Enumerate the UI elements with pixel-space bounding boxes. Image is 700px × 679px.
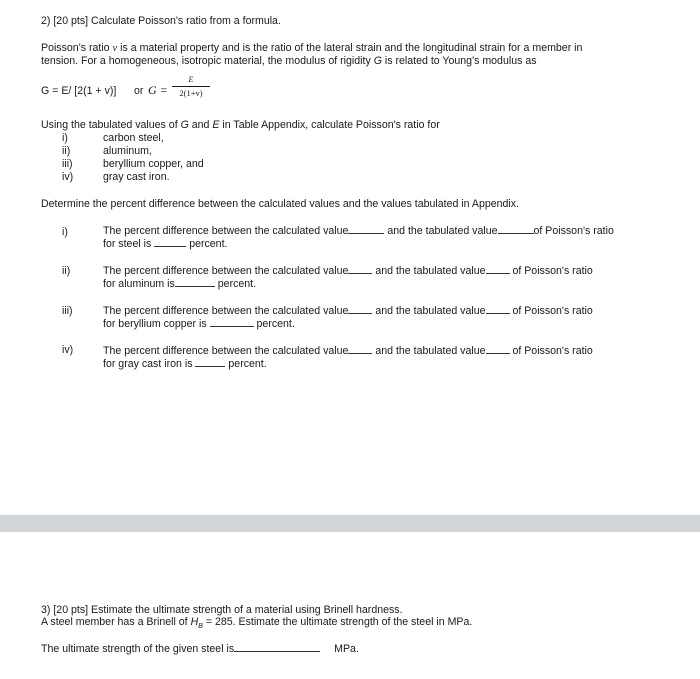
list-item-num: iv): [62, 171, 74, 183]
blank-tabulated-value[interactable]: [486, 304, 510, 314]
diff-num: iv): [62, 344, 74, 356]
diff-line-1: The percent difference between the calculated value and the tabulated value of Poisson's ratio: [103, 265, 593, 277]
diff-num: iii): [62, 305, 73, 317]
diff-num: i): [62, 226, 68, 238]
fraction-bar: [172, 86, 210, 87]
diff-line-1: The percent difference between the calculated value and the tabulated value of Poisson's ratio: [103, 345, 593, 357]
q2-header: 2) [20 pts] Calculate Poisson's ratio from a formula.: [41, 15, 281, 27]
diff-line-2: for aluminum is percent.: [103, 278, 257, 290]
diff-num: ii): [62, 265, 71, 277]
list-item-num: ii): [62, 145, 71, 157]
intro-line-1: Poisson's ratio v is a material property and is the ratio of the lateral strain and the longitudinal strain for a member in: [41, 42, 583, 54]
diff-line-1: The percent difference between the calculated value and the tabulated value of Poisson's ratio: [103, 305, 593, 317]
list-item: beryllium copper, and: [103, 158, 204, 170]
formula-or: or: [134, 85, 144, 97]
blank-calculated-value[interactable]: [348, 344, 372, 354]
blank-percent[interactable]: [195, 357, 225, 367]
blank-calculated-value[interactable]: [348, 264, 372, 274]
blank-tabulated-value[interactable]: [498, 224, 534, 234]
determine-line: Determine the percent difference between the calculated values and the values tabulated in Appendix.: [41, 198, 520, 210]
diff-line-2: for gray cast iron is percent.: [103, 358, 267, 370]
list-item: carbon steel,: [103, 132, 164, 144]
formula-fraction: [150, 75, 210, 107]
formula-denominator: 2(1+v): [179, 88, 203, 98]
diff-line-1: The percent difference between the calculated value and the tabulated value of Poisson's ratio: [103, 225, 614, 237]
list-item: aluminum,: [103, 145, 152, 157]
blank-tabulated-value[interactable]: [486, 264, 510, 274]
question-3-section: [0, 532, 700, 679]
list-item: gray cast iron.: [103, 171, 170, 183]
blank-ultimate-strength[interactable]: [234, 642, 320, 652]
formula-lhs: G =: [148, 83, 168, 97]
page-separator: [0, 515, 700, 532]
using-line: Using the tabulated values of G and E in Table Appendix, calculate Poisson's ratio for: [41, 119, 440, 131]
list-item-num: i): [62, 132, 68, 144]
blank-tabulated-value[interactable]: [486, 344, 510, 354]
blank-percent[interactable]: [175, 277, 215, 287]
intro-line-2: tension. For a homogeneous, isotropic material, the modulus of rigidity G is related to Young's modulus as: [41, 55, 537, 67]
formula-numerator: E: [188, 75, 194, 84]
blank-percent[interactable]: [154, 237, 186, 247]
diff-line-2: for beryllium copper is percent.: [103, 318, 295, 330]
q3-header: 3) [20 pts] Estimate the ultimate strength of a material using Brinell hardness.: [41, 604, 403, 616]
formula-plain: G = E/ [2(1 + v)]: [41, 85, 117, 97]
q3-line-2: A steel member has a Brinell of $H_B = 285$. Estimate the ultimate strength of the steel in MPa.: [41, 616, 473, 631]
list-item-num: iii): [62, 158, 73, 170]
blank-calculated-value[interactable]: [348, 224, 384, 234]
diff-line-2: for steel is percent.: [103, 238, 228, 250]
blank-calculated-value[interactable]: [348, 304, 372, 314]
blank-percent[interactable]: [210, 317, 254, 327]
q3-answer-line: The ultimate strength of the given steel is MPa.: [41, 643, 359, 655]
